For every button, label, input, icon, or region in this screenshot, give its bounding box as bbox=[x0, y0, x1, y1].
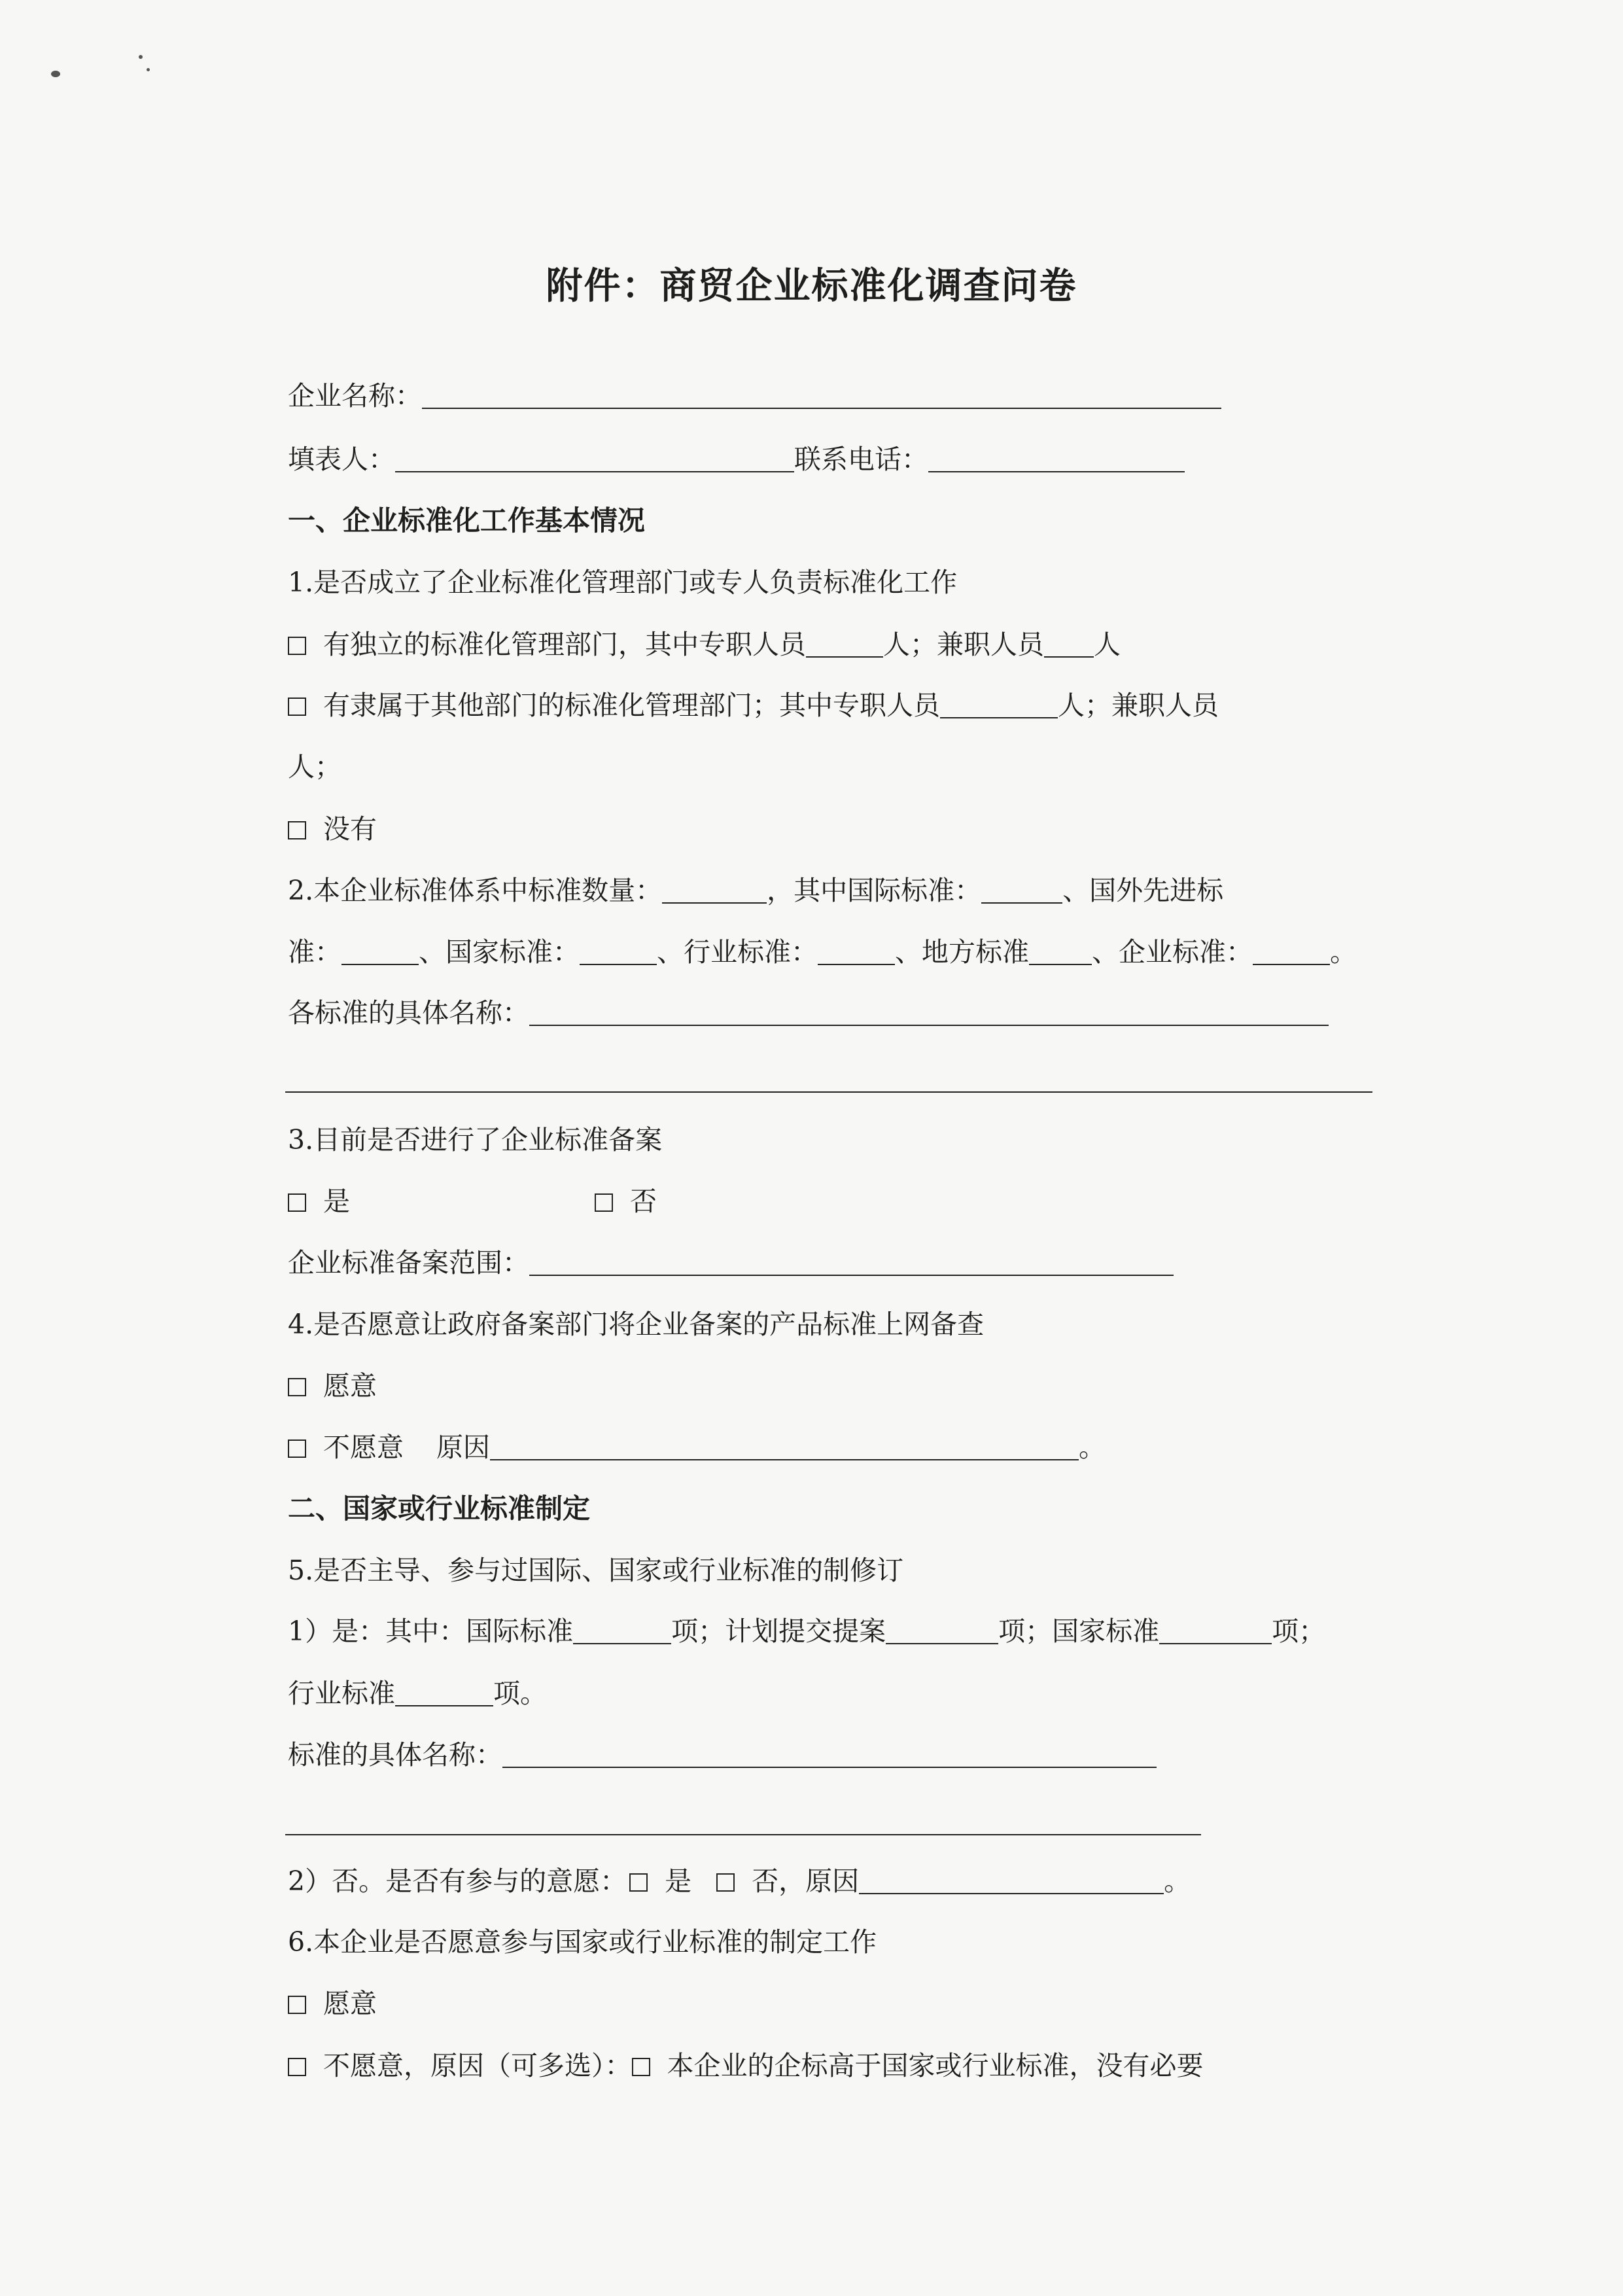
q5-text: 5.是否主导、参与过国际、国家或行业标准的制修订 bbox=[288, 1555, 904, 1586]
q2-intl-field[interactable] bbox=[981, 876, 1062, 904]
q5-intent-no-label: 否，原因 bbox=[752, 1865, 860, 1897]
q1-option2 bbox=[288, 686, 1219, 725]
q1-opt1-text-a: 有独立的标准化管理部门，其中专职人员 bbox=[323, 629, 806, 660]
q4-reason-field[interactable] bbox=[490, 1433, 1079, 1460]
q1-opt2-text-a: 有隶属于其他部门的标准化管理部门；其中专职人员 bbox=[323, 690, 940, 721]
q1-opt2-text-b: 人；兼职人员 bbox=[1058, 690, 1219, 721]
q5-intent-yes-checkbox[interactable] bbox=[629, 1873, 648, 1892]
filler-field[interactable] bbox=[395, 445, 794, 472]
q5-text-a: 1）是：其中：国际标准 bbox=[288, 1616, 574, 1647]
q1-opt3-checkbox[interactable] bbox=[288, 821, 306, 839]
q2-names-row bbox=[288, 993, 1329, 1033]
q2-text-c: 、国外先进标 bbox=[1062, 875, 1224, 906]
q5-national-field[interactable] bbox=[1159, 1617, 1272, 1644]
scan-speck bbox=[51, 71, 60, 77]
q5-intent-yes-label: 是 bbox=[665, 1865, 692, 1897]
q2-national-field[interactable] bbox=[580, 938, 657, 965]
q3-yes-checkbox[interactable] bbox=[288, 1193, 306, 1212]
q3-scope-row bbox=[288, 1243, 1174, 1282]
q4-reason-label: 原因 bbox=[436, 1432, 490, 1463]
q5-text-f: 项。 bbox=[493, 1678, 547, 1709]
filler-row bbox=[288, 440, 1185, 479]
q4-unwilling-label: 不愿意 bbox=[323, 1432, 404, 1463]
q5-industry-field[interactable] bbox=[395, 1679, 493, 1706]
q5-end: 。 bbox=[1164, 1865, 1191, 1897]
section2-title: 二、国家或行业标准制定 bbox=[288, 1492, 591, 1525]
q6-reason1-label: 本企业的企标高于国家或行业标准，没有必要 bbox=[667, 2050, 1204, 2081]
q1-opt1-text-c: 人 bbox=[1094, 629, 1121, 660]
q4-willing-label: 愿意 bbox=[323, 1370, 377, 1402]
q1-option3 bbox=[288, 809, 377, 849]
q2-text-f: 、行业标准： bbox=[657, 936, 818, 968]
q2-names-field[interactable] bbox=[529, 998, 1329, 1026]
q5-no-row bbox=[288, 1862, 1191, 1901]
q5-text-b: 项；计划提交提案 bbox=[671, 1616, 886, 1647]
page-title: 附件：商贸企业标准化调查问卷 bbox=[546, 265, 1077, 308]
section1-title: 一、企业标准化工作基本情况 bbox=[288, 504, 646, 537]
q2-text-g: 、地方标准 bbox=[895, 936, 1029, 968]
phone-label: 联系电话： bbox=[794, 444, 928, 475]
q1-opt3-text: 没有 bbox=[323, 813, 377, 845]
q5-proposal-field[interactable] bbox=[886, 1617, 998, 1644]
q2-text-e: 、国家标准： bbox=[419, 936, 580, 968]
q4-willing-checkbox[interactable] bbox=[288, 1378, 306, 1396]
q5-line1 bbox=[288, 1612, 1325, 1651]
q5-text-d: 项； bbox=[1272, 1616, 1326, 1647]
q6-text: 6.本企业是否愿意参与国家或行业标准的制定工作 bbox=[288, 1926, 877, 1958]
q1-opt2-fulltime-field[interactable] bbox=[940, 691, 1058, 718]
q5-names-row bbox=[288, 1735, 1157, 1775]
q2-industry-field[interactable] bbox=[818, 938, 895, 965]
q5-names-field[interactable] bbox=[502, 1740, 1157, 1768]
phone-field[interactable] bbox=[928, 445, 1185, 472]
q1-option1 bbox=[288, 625, 1121, 664]
q6-willing-checkbox[interactable] bbox=[288, 1996, 306, 2014]
scan-speck bbox=[139, 55, 143, 59]
q2-foreign-field[interactable] bbox=[341, 938, 419, 965]
q2-text-b: ，其中国际标准： bbox=[767, 875, 982, 906]
q3-text: 3.目前是否进行了企业标准备案 bbox=[288, 1124, 663, 1156]
q2-line2 bbox=[288, 932, 1357, 972]
q4-unwilling-checkbox[interactable] bbox=[288, 1439, 306, 1458]
q3-no-label: 否 bbox=[630, 1186, 657, 1217]
q1-option2-cont bbox=[288, 747, 341, 786]
q6-unwilling bbox=[288, 2046, 1204, 2085]
q6-unwilling-label: 不愿意，原因（可多选）： bbox=[323, 2050, 632, 2081]
q1-opt2-checkbox[interactable] bbox=[288, 698, 306, 716]
q2-text-i: 。 bbox=[1330, 936, 1357, 968]
q6-unwilling-checkbox[interactable] bbox=[288, 2058, 306, 2076]
q5-no-text-a: 2）否。是否有参与的意愿： bbox=[288, 1865, 627, 1897]
q1-opt2-text-c: 人； bbox=[288, 751, 341, 783]
q5-text-c: 项；国家标准 bbox=[998, 1616, 1160, 1647]
q2-text-a: 2.本企业标准体系中标准数量： bbox=[288, 875, 663, 906]
q2-line1 bbox=[288, 871, 1223, 910]
q1-text: 1.是否成立了企业标准化管理部门或专人负责标准化工作 bbox=[288, 567, 958, 598]
q2-enterprise-field[interactable] bbox=[1253, 938, 1330, 965]
scan-speck bbox=[147, 68, 150, 71]
q3-scope-field[interactable] bbox=[529, 1248, 1174, 1276]
q2-text-d: 准： bbox=[288, 936, 341, 968]
q6-reason1-checkbox[interactable] bbox=[632, 2058, 650, 2076]
q5-names-label: 标准的具体名称： bbox=[288, 1739, 502, 1771]
q6-willing-label: 愿意 bbox=[323, 1988, 377, 2019]
q5-text-e: 行业标准 bbox=[288, 1678, 395, 1709]
q3-scope-label: 企业标准备案范围： bbox=[288, 1247, 529, 1279]
q5-names-field-line2[interactable] bbox=[285, 1834, 1201, 1835]
q1-opt1-text-b: 人；兼职人员 bbox=[883, 629, 1044, 660]
q4-text: 4.是否愿意让政府备案部门将企业备案的产品标准上网备查 bbox=[288, 1309, 985, 1340]
q2-local-field[interactable] bbox=[1029, 938, 1092, 965]
q5-intl-field[interactable] bbox=[573, 1617, 671, 1644]
q2-names-field-line2[interactable] bbox=[285, 1091, 1372, 1093]
q6-willing bbox=[288, 1984, 377, 2023]
company-name-row bbox=[288, 376, 1221, 415]
q3-no-checkbox[interactable] bbox=[595, 1193, 613, 1212]
q5-intent-no-checkbox[interactable] bbox=[716, 1873, 735, 1892]
q1-opt1-fulltime-field[interactable] bbox=[806, 630, 883, 658]
filler-label: 填表人： bbox=[288, 444, 395, 475]
q4-willing bbox=[288, 1366, 377, 1405]
q3-options bbox=[288, 1182, 657, 1221]
company-name-field[interactable] bbox=[422, 381, 1221, 409]
q3-yes-label: 是 bbox=[323, 1186, 350, 1217]
q2-names-label: 各标准的具体名称： bbox=[288, 997, 529, 1029]
q2-text-h: 、企业标准： bbox=[1092, 936, 1253, 968]
q4-unwilling bbox=[288, 1428, 1106, 1467]
q1-opt1-checkbox[interactable] bbox=[288, 637, 306, 655]
q1-opt1-parttime-field[interactable] bbox=[1044, 630, 1094, 658]
q2-total-field[interactable] bbox=[662, 876, 767, 904]
q5-line2 bbox=[288, 1674, 547, 1713]
q5-reason-field[interactable] bbox=[859, 1867, 1164, 1894]
q4-end: 。 bbox=[1079, 1432, 1106, 1463]
company-name-label: 企业名称： bbox=[288, 380, 422, 412]
